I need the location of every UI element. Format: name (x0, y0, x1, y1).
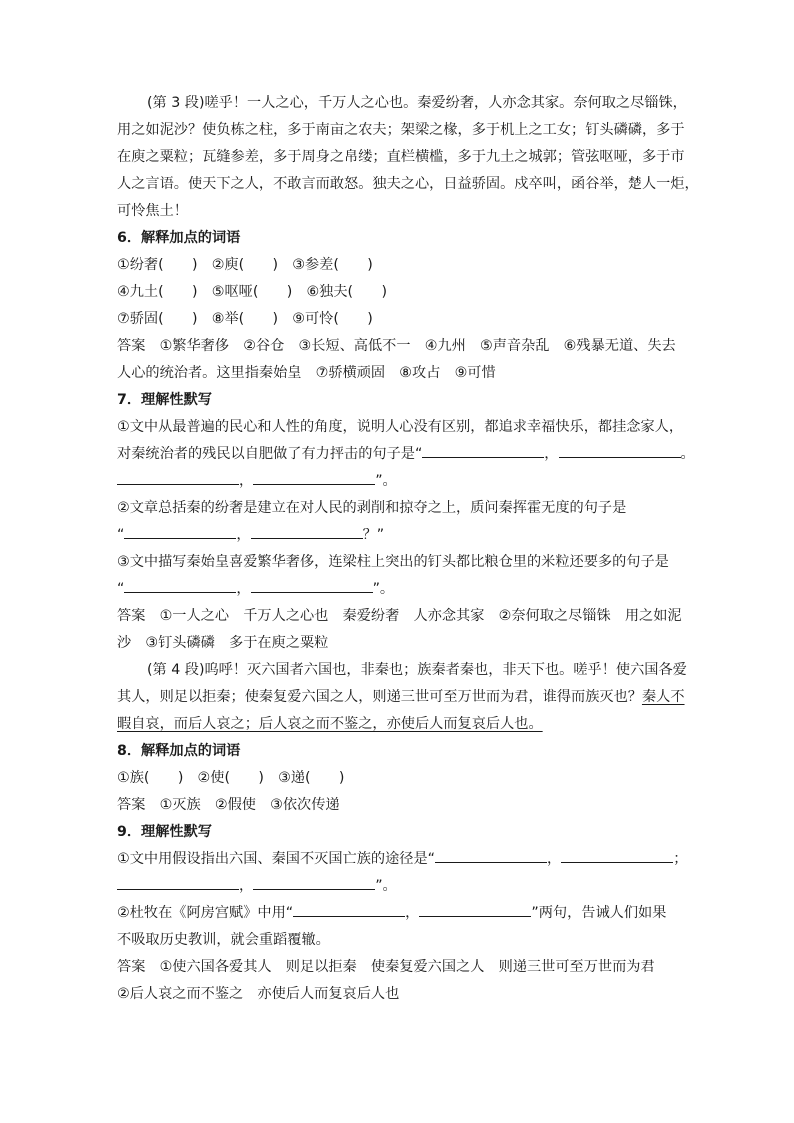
q6-row-2: ④九土( ) ⑤呕哑( ) ⑥独夫( ) (117, 284, 387, 300)
section4-line-3 (117, 711, 679, 738)
comma: ， (405, 905, 420, 921)
q7-p1-prompt: 对秦统治者的残民以自肥做了有力抨击的句子是“ (117, 446, 423, 462)
underlined-text: 秦人不 (641, 689, 685, 705)
answer-blank[interactable] (251, 523, 363, 539)
q7-p1-line-1: ①文中从最普遍的民心和人性的角度，说明人心没有区别，都追求幸福快乐，都挂念家人， (117, 419, 684, 435)
answer-blank[interactable] (253, 874, 375, 890)
answer-blank[interactable] (561, 847, 673, 863)
punctuation: ”。 (375, 878, 397, 894)
comma: ， (547, 851, 562, 867)
q9-p2-suffix: ”两句，告诫人们如果 (531, 905, 667, 921)
answer-blank[interactable] (124, 577, 236, 593)
q9-answer-line-2: ②后人哀之而不鉴之 亦使后人而复哀后人也 (117, 986, 400, 1002)
q8-answer: 答案 ①灭族 ②假使 ③依次传递 (117, 797, 340, 813)
answer-blank[interactable] (435, 847, 547, 863)
q9-title: 9．理解性默写 (117, 824, 212, 840)
q8-title: 8．解释加点的词语 (117, 743, 241, 759)
q7-answer-line-1: 答案 ①一人之心 千万人之心也 秦爱纷奢 人亦念其家 ②奈何取之尽锱铢 用之如泥 (117, 608, 682, 624)
document-content (117, 90, 699, 1008)
q6-answer-line-1: 答案 ①繁华奢侈 ②谷仓 ③长短、高低不一 ④九州 ⑤声音杂乱 ⑥残暴无道、失去 (117, 338, 676, 354)
q7-p3-line-1: ③文中描写秦始皇喜爱繁华奢侈，连梁柱上突出的钉头都比粮仓里的米粒还要多的句子是 (117, 554, 669, 570)
q9-p2-line-2: 不吸取历史教训，就会重蹈覆辙。 (117, 932, 330, 948)
q6-row-3: ⑦骄固( ) ⑧举( ) ⑨可怜( ) (117, 311, 373, 327)
q7-p2-line-1: ②文章总括秦的纷奢是建立在对人民的剥削和掠夺之上，质问秦挥霍无度的句子是 (117, 500, 627, 516)
comma: ， (239, 878, 254, 894)
q9-p1-line-1 (117, 846, 688, 873)
q7-p2-line-2 (117, 522, 679, 549)
q9-p2-prompt: ②杜牧在《阿房宫赋》中用“ (117, 905, 294, 921)
section3-line-4: 人之言语。使天下之人，不敢言而敢怒。独夫之心，日益骄固。戍卒叫，函谷举，楚人一炬， (117, 176, 699, 192)
comma: ， (236, 581, 251, 597)
underlined-text: 暇自哀，而后人哀之；后人哀之而不鉴之，亦使后人而复哀后人也。 (117, 716, 543, 732)
q7-answer-line-2: 沙 ③钉头磷磷 多于在庾之粟粒 (117, 635, 329, 651)
q6-title: 6．解释加点的词语 (117, 230, 241, 246)
q6-answer-line-2: 人心的统治者。这里指秦始皇 ⑦骄横顽固 ⑧攻占 ⑨可惜 (117, 365, 496, 381)
section4-text: 其人，则足以拒秦；使秦复爱六国之人，则递三世可至万世而为君，谁得而族灭也？ (117, 689, 642, 705)
answer-blank[interactable] (253, 469, 375, 485)
answer-blank[interactable] (117, 874, 239, 890)
q7-p1-line-2 (117, 441, 695, 468)
open-quote: “ (117, 527, 125, 543)
q7-p3-line-2 (117, 576, 679, 603)
q7-p1-line-3 (117, 468, 679, 495)
q9-p1-line-2 (117, 873, 679, 900)
comma: ， (239, 473, 254, 489)
punctuation: ”。 (375, 473, 397, 489)
answer-blank[interactable] (559, 442, 681, 458)
punctuation: ”。 (372, 581, 395, 597)
answer-blank[interactable] (293, 901, 405, 917)
section4-line-1: (第 4 段)呜呼！灭六国者六国也，非秦也；族秦者秦也，非天下也。嗟乎！使六国各爱 (147, 662, 687, 678)
section3-line-3: 在庾之粟粒；瓦缝参差，多于周身之帛缕；直栏横槛，多于九土之城郭；管弦呕哑，多于市 (117, 149, 685, 165)
punctuation: 。 (680, 446, 695, 462)
answer-blank[interactable] (124, 523, 236, 539)
section3-line-1: (第 3 段)嗟乎！一人之心，千万人之心也。秦爱纷奢，人亦念其家。奈何取之尽锱铢， (147, 95, 687, 111)
punctuation: ？” (362, 527, 385, 543)
q9-p2-line-1 (117, 900, 679, 927)
q9-p1-prompt: ①文中用假设指出六国、秦国不灭国亡族的途径是“ (117, 851, 436, 867)
section3-line-5: 可怜焦土！ (117, 203, 188, 219)
comma: ， (544, 446, 559, 462)
open-quote: “ (117, 581, 125, 597)
q6-row-1: ①纷奢( ) ②庾( ) ③参差( ) (117, 257, 373, 273)
q8-row-1: ①族( ) ②使( ) ③递( ) (117, 770, 345, 786)
q9-answer-line-1: 答案 ①使六国各爱其人 则足以拒秦 使秦复爱六国之人 则递三世可至万世而为君 (117, 959, 655, 975)
answer-blank[interactable] (422, 442, 544, 458)
q7-title: 7．理解性默写 (117, 392, 212, 408)
punctuation: ； (673, 851, 688, 867)
answer-blank[interactable] (251, 577, 373, 593)
section4-line-2 (117, 684, 685, 711)
section3-line-2: 用之如泥沙？使负栋之柱，多于南亩之农夫；架梁之椽，多于机上之工女；钉头磷磷，多于 (117, 122, 685, 138)
comma: ， (236, 527, 251, 543)
answer-blank[interactable] (117, 469, 239, 485)
answer-blank[interactable] (419, 901, 531, 917)
